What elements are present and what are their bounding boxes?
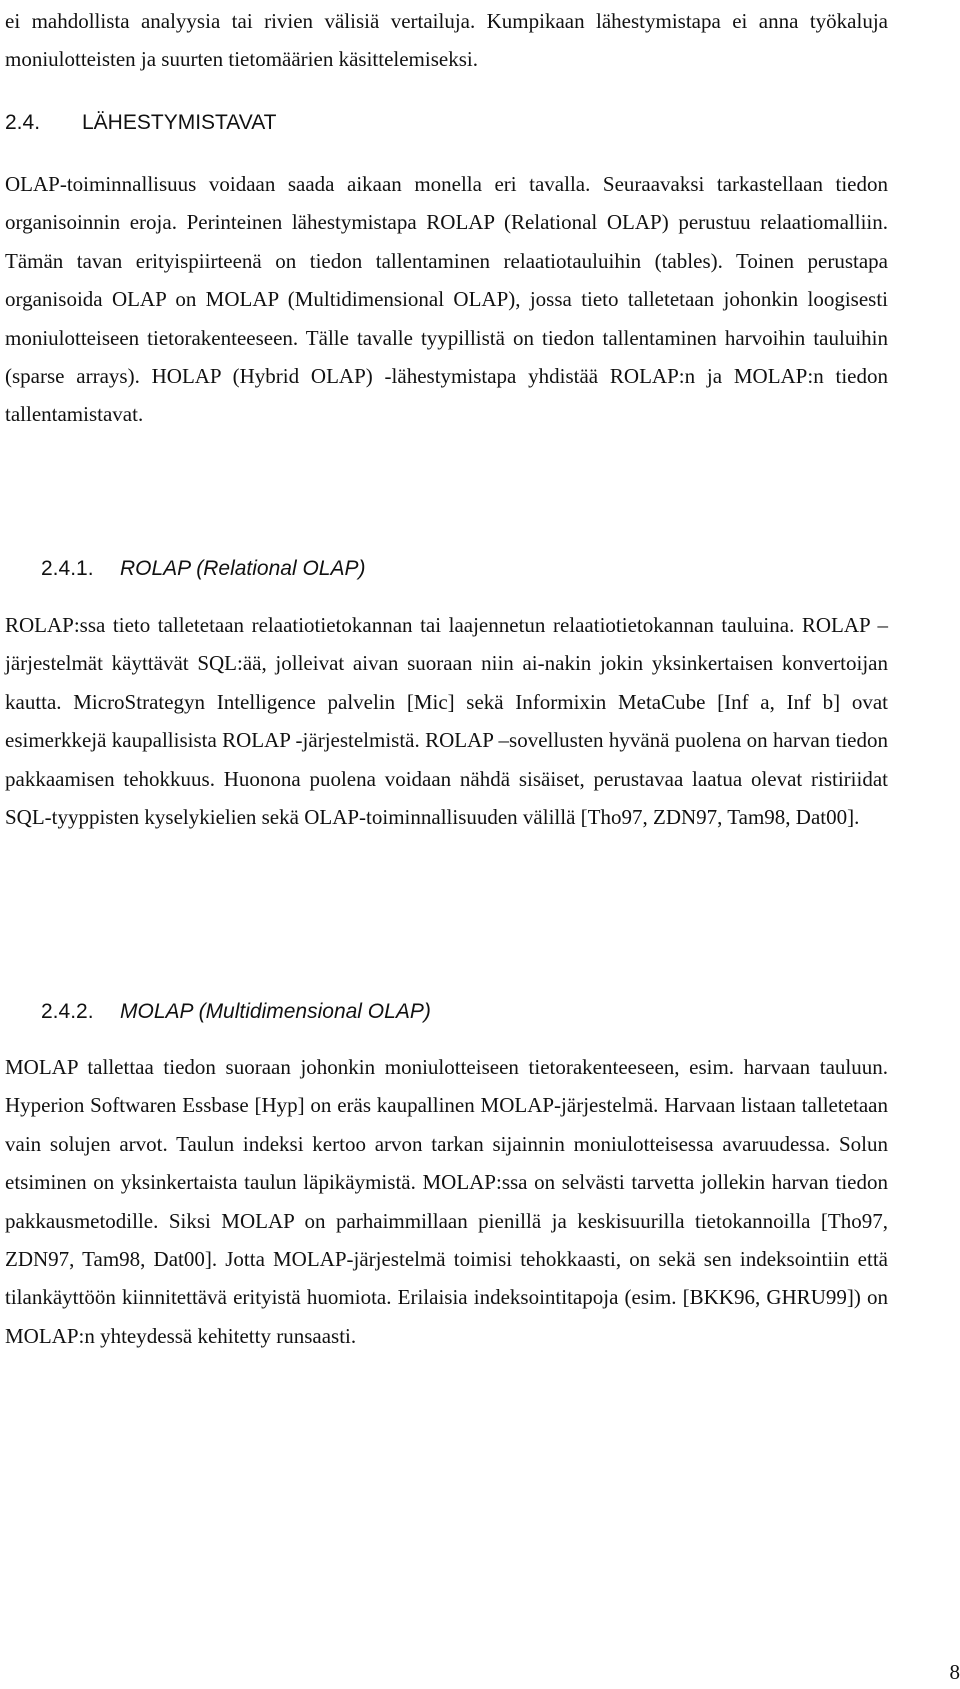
section-2-4-2-paragraph: MOLAP tallettaa tiedon suoraan johonkin moniulotteiseen tietorakenteeseen, esim. harvaan tauluun. Hyperion Softwaren Essbase [Hyp] on eräs kaupallinen MOLAP-järjestelmä. Harvaan listaan talletetaan vain solujen arvot. Taulun indeksi kertoo arvon tarkan sijainnin moniulotteisessa avaruudessa. Solun etsiminen on yksinkertaista taulun läpikäymistä. MOLAP:ssa on selvästi tarvetta jollekin harvan tiedon pakkausmetodille. Siksi MOLAP on parhaimmillaan pienillä ja keskisuurilla tietokannoilla [Tho97, ZDN97, Tam98, Dat00]. Jotta MOLAP-järjestelmä toimisi tehokkaasti, on sekä sen indeksointiin että tilankäyttöön kiinnitettävä erityistä huomiota. Erilaisia indeksointitapoja (esim. [BKK96, GHRU99]) on MOLAP:n yhteydessä kehitetty runsaasti. — [5, 1055, 888, 1348]
section-title: MOLAP (Multidimensional OLAP) — [120, 1000, 431, 1023]
section-title: ROLAP (Relational OLAP) — [120, 557, 366, 580]
section-2-4-1-paragraph: ROLAP:ssa tieto talletetaan relaatiotietokannan tai laajennetun relaatiotietokannan tauluina. ROLAP –järjestelmät käyttävät SQL:ää, jolleivat aivan suoraan niin ai-nakin jokin yksinkertaisen konvertoijan kautta. MicroStrategyn Intelligence palvelin [Mic] sekä Informixin MetaCube [Inf a, Inf b] ovat esimerkkejä kaupallisista ROLAP -järjestelmistä. ROLAP –sovellusten hyvänä puolena on harvan tiedon pakkaamisen tehokkuus. Huonona puolena voidaan nähdä sisäiset, perustavaa laatua olevat ristiriidat SQL-tyyppisten kyselykielien sekä OLAP-toiminnallisuuden välillä [Tho97, ZDN97, Tam98, Dat00]. — [5, 613, 888, 830]
section-number: 2.4.1. — [41, 557, 94, 580]
page-number: 8 — [949, 1660, 960, 1684]
section-2-4-paragraph: OLAP-toiminnallisuus voidaan saada aikaan monella eri tavalla. Seuraavaksi tarkastellaan tiedon organisoinnin eroja. Perinteinen lähestymistapa ROLAP (Relational OLAP) perustuu relaatiomalliin. Tämän tavan erityispiirteenä on tiedon tallentaminen relaatiotauluihin (tables). Toinen perustapa organisoida OLAP on MOLAP (Multidimensional OLAP), jossa tieto talletetaan johonkin loogisesti moniulotteiseen tietorakenteeseen. Tälle tavalle tyypillistä on tiedon tallentaminen harvoihin tauluihin (sparse arrays). HOLAP (Hybrid OLAP) -lähestymistapa yhdistää ROLAP:n ja MOLAP:n tiedon tallentamistavat. — [5, 172, 888, 427]
section-title: LÄHESTYMISTAVAT — [82, 111, 277, 134]
intro-paragraph: ei mahdollista analyysia tai rivien välisiä vertailuja. Kumpikaan lähestymistapa ei anna työkaluja moniulotteisten ja suurten tietomäärien käsittelemiseksi. — [5, 9, 888, 72]
section-number: 2.4. — [5, 111, 41, 134]
section-number: 2.4.2. — [41, 1000, 94, 1023]
